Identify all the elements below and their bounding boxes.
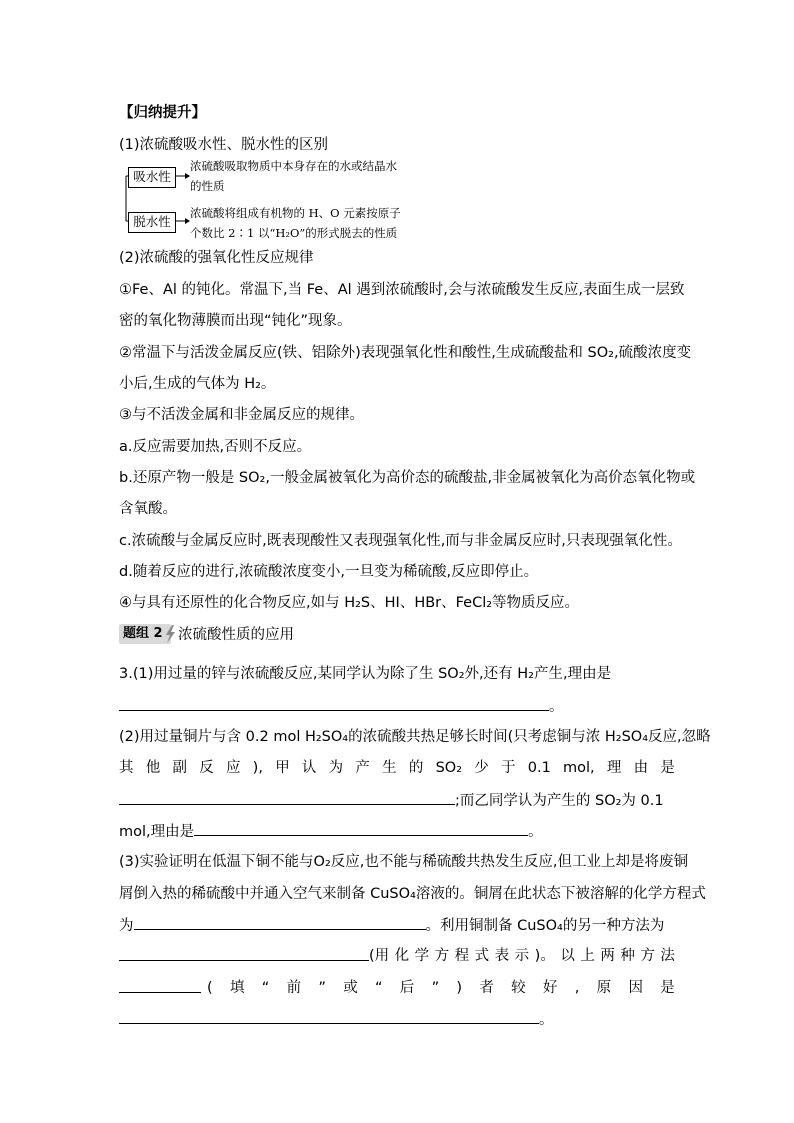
q3-part3-line4-word: (用 — [369, 948, 390, 964]
rule3-a: a.反应需要加热,否则不反应。 — [119, 439, 312, 455]
q3-part2-line2-word: mol, — [563, 760, 595, 776]
answer-blank-6[interactable] — [119, 978, 201, 993]
q3-part2-line2-word: 生 — [382, 760, 397, 776]
q3-part2-line2-word: 少 — [474, 760, 489, 776]
dehydrate-desc-line2: 个数比 2∶1 以“H₂O”的形式脱去的性质 — [190, 226, 398, 240]
q3-part2-line2-word: 他 — [145, 760, 161, 776]
q3-part2-line2-word: 理 — [606, 760, 622, 776]
q3-part3-line5-word: 好 — [542, 980, 558, 996]
q3-part2-line2-word: 反 — [199, 760, 214, 776]
q3-part2-line2-word: 由 — [633, 760, 649, 776]
q3-part2-line2-word: 产 — [355, 760, 370, 776]
q3-part3-line2: 屑倒入热的稀硫酸中并通入空气来制备 CuSO₄溶液的。铜屑在此状态下被溶解的化学方程式 — [119, 886, 706, 902]
q3-part3-line5-word: “ — [374, 980, 383, 996]
q3-part3-line5-word: “ — [261, 980, 270, 996]
q3-part3-line5-word: 原 — [596, 980, 612, 996]
q3-part3-line6 — [119, 1009, 554, 1030]
q3-part3-line5-word: ( — [207, 980, 213, 996]
answer-blank-3[interactable] — [194, 821, 528, 836]
q3-part3-line4-word: 以 — [560, 948, 575, 964]
q3-part3-line5-word: 因 — [628, 980, 643, 996]
q3-part3-line5-word: ) — [456, 980, 463, 996]
answer-blank-5[interactable] — [119, 946, 369, 961]
q3-part2-line4-end: 。 — [528, 824, 543, 840]
q3-part2-line3 — [119, 790, 664, 811]
q3-part3-line5-word: 填 — [229, 980, 245, 996]
q3-part2-line2 — [119, 758, 675, 778]
q3-part3-line4 — [119, 946, 675, 966]
q3-part3-line6-end: 。 — [539, 1012, 554, 1028]
q3-part3-line4-word: 方 — [640, 948, 655, 964]
q3-part3-line4-word: 法 — [660, 948, 675, 964]
section1-title: (1)浓硫酸吸水性、脱水性的区别 — [119, 137, 329, 153]
rule1-line1: ①Fe、Al 的钝化。常温下,当 Fe、Al 遇到浓硫酸时,会与浓硫酸发生反应,表面生成一层致 — [119, 282, 685, 298]
absorb-box: 吸水性 — [128, 167, 176, 188]
q3-part2-line2-word: ), — [252, 760, 263, 776]
q3-part3-line5-word: 或 — [343, 980, 358, 996]
section2-title: (2)浓硫酸的强氧化性反应规律 — [119, 250, 314, 266]
q3-part3-line3-tail: 。利用铜制备 CuSO₄的另一种方法为 — [425, 918, 665, 934]
q3-part2-line2-word: 是 — [660, 760, 675, 776]
q3-part3-line5-word: 者 — [479, 980, 494, 996]
rule3-c: c.浓硫酸与金属反应时,既表现酸性又表现强氧化性,而与非金属反应时,只表现强氧化性。 — [119, 533, 682, 549]
absorb-desc-line2: 的性质 — [190, 179, 225, 193]
q3-part3-line4-word: 程 — [454, 948, 470, 964]
dehydrate-desc-line1: 浓硫酸将组成有机物的 H、O 元素按原子 — [190, 206, 401, 220]
answer-blank-4[interactable] — [134, 915, 426, 930]
rule2-line2: 小后,生成的气体为 H₂。 — [119, 376, 276, 392]
rule4: ④与具有还原性的化合物反应,如与 H₂S、HI、HBr、FeCl₂等物质反应。 — [119, 595, 580, 611]
q3-part3-line4-word: )。 — [534, 948, 555, 964]
q3-part3-line5-words — [201, 978, 675, 998]
q3-part3-line4-word: 化 — [394, 948, 410, 964]
q3-part3-line4-word: 种 — [620, 948, 635, 964]
q3-part3-line5-word: 较 — [511, 980, 526, 996]
rule2-line1: ②常温下与活泼金属反应(铁、铝除外)表现强氧化性和酸性,生成硫酸盐和 SO₂,硫酸浓度变 — [119, 345, 692, 361]
absorb-desc-line1: 浓硫酸吸取物质中本身存在的水或结晶水 — [190, 159, 397, 173]
q3-part1-end: 。 — [549, 699, 564, 715]
q3-part3-line4-word: 两 — [600, 948, 615, 964]
q3-part2-line4-head: mol,理由是 — [119, 824, 195, 840]
lightning-icon — [163, 624, 177, 644]
dehydrate-box: 脱水性 — [128, 212, 176, 233]
q3-part2-line2-word: 于 — [501, 760, 516, 776]
q3-part2-line2-word: 认 — [301, 760, 317, 776]
q3-part3-line1: (3)实验证明在低温下铜不能与O₂反应,也不能与稀硫酸共热发生反应,但工业上却是将废铜 — [119, 854, 688, 870]
q3-part2-line2-word: 副 — [172, 760, 187, 776]
q3-part3-line3-head: 为 — [119, 918, 134, 934]
q3-part3-line5-word: , — [574, 980, 580, 996]
rule1-line2: 密的氧化物薄膜而出现“钝化”现象。 — [119, 313, 352, 329]
q3-part3-line4-word: 学 — [414, 948, 430, 964]
q3-part2-line2-word: SO₂ — [435, 760, 463, 776]
q3-part3-line5-word: ” — [431, 980, 440, 996]
q3-part2-line1: (2)用过量铜片与含 0.2 mol H₂SO₄的浓硫酸共热足够长时间(只考虑铜与浓 H₂SO₄反应,忽略 — [119, 729, 711, 745]
q3-part3-line5-word: ” — [318, 980, 326, 996]
q3-part2-line2-word: 0.1 — [527, 760, 551, 776]
q3-part3-line4-word: 示 — [514, 948, 530, 964]
rule3-b-line2: 含氧酸。 — [119, 501, 177, 517]
group-title: 浓硫酸性质的应用 — [178, 627, 294, 643]
q3-part3-line5-word: 是 — [660, 980, 675, 996]
rule3-title: ③与不活泼金属和非金属反应的规律。 — [119, 407, 364, 423]
rule3-d: d.随着反应的进行,浓硫酸浓度变小,一旦变为稀硫酸,反应即停止。 — [119, 564, 539, 580]
q3-part3-line5-word: 后 — [399, 980, 415, 996]
section-heading: 【归纳提升】 — [119, 105, 206, 121]
answer-blank-1[interactable] — [119, 696, 549, 711]
q3-part2-line2-word: 应 — [225, 760, 241, 776]
q3-part2-line2-word: 甲 — [275, 760, 290, 776]
q3-part3-line3 — [119, 915, 664, 936]
q3-part3-line5 — [119, 978, 675, 998]
answer-blank-2[interactable] — [119, 790, 455, 805]
q3-part2-line4 — [119, 821, 543, 842]
q3-part2-line2-word: 的 — [408, 760, 424, 776]
q3-part3-line4-word: 表 — [494, 948, 510, 964]
q3-part2-line3-tail: ;而乙同学认为产生的 SO₂为 0.1 — [455, 793, 664, 809]
q3-part3-line4-word: 上 — [580, 948, 595, 964]
q3-part3-line4-words — [369, 946, 675, 966]
q3-part3-line4-word: 方 — [434, 948, 450, 964]
q3-part1: 3.(1)用过量的锌与浓硫酸反应,某同学认为除了生 SO₂外,还有 H₂产生,理由是 — [119, 666, 612, 682]
group-badge-label: 题组 2 — [123, 626, 163, 641]
answer-blank-7[interactable] — [119, 1009, 539, 1024]
q3-part2-line2-word: 为 — [328, 760, 344, 776]
q3-part3-line4-word: 式 — [474, 948, 490, 964]
q3-part3-line5-word: 前 — [286, 980, 302, 996]
q3-part2-line2-word: 其 — [119, 760, 134, 776]
rule3-b-line1: b.还原产物一般是 SO₂,一般金属被氧化为高价态的硫酸盐,非金属被氧化为高价态氧化物或 — [119, 470, 696, 486]
q3-part1-answer-line — [119, 696, 564, 717]
